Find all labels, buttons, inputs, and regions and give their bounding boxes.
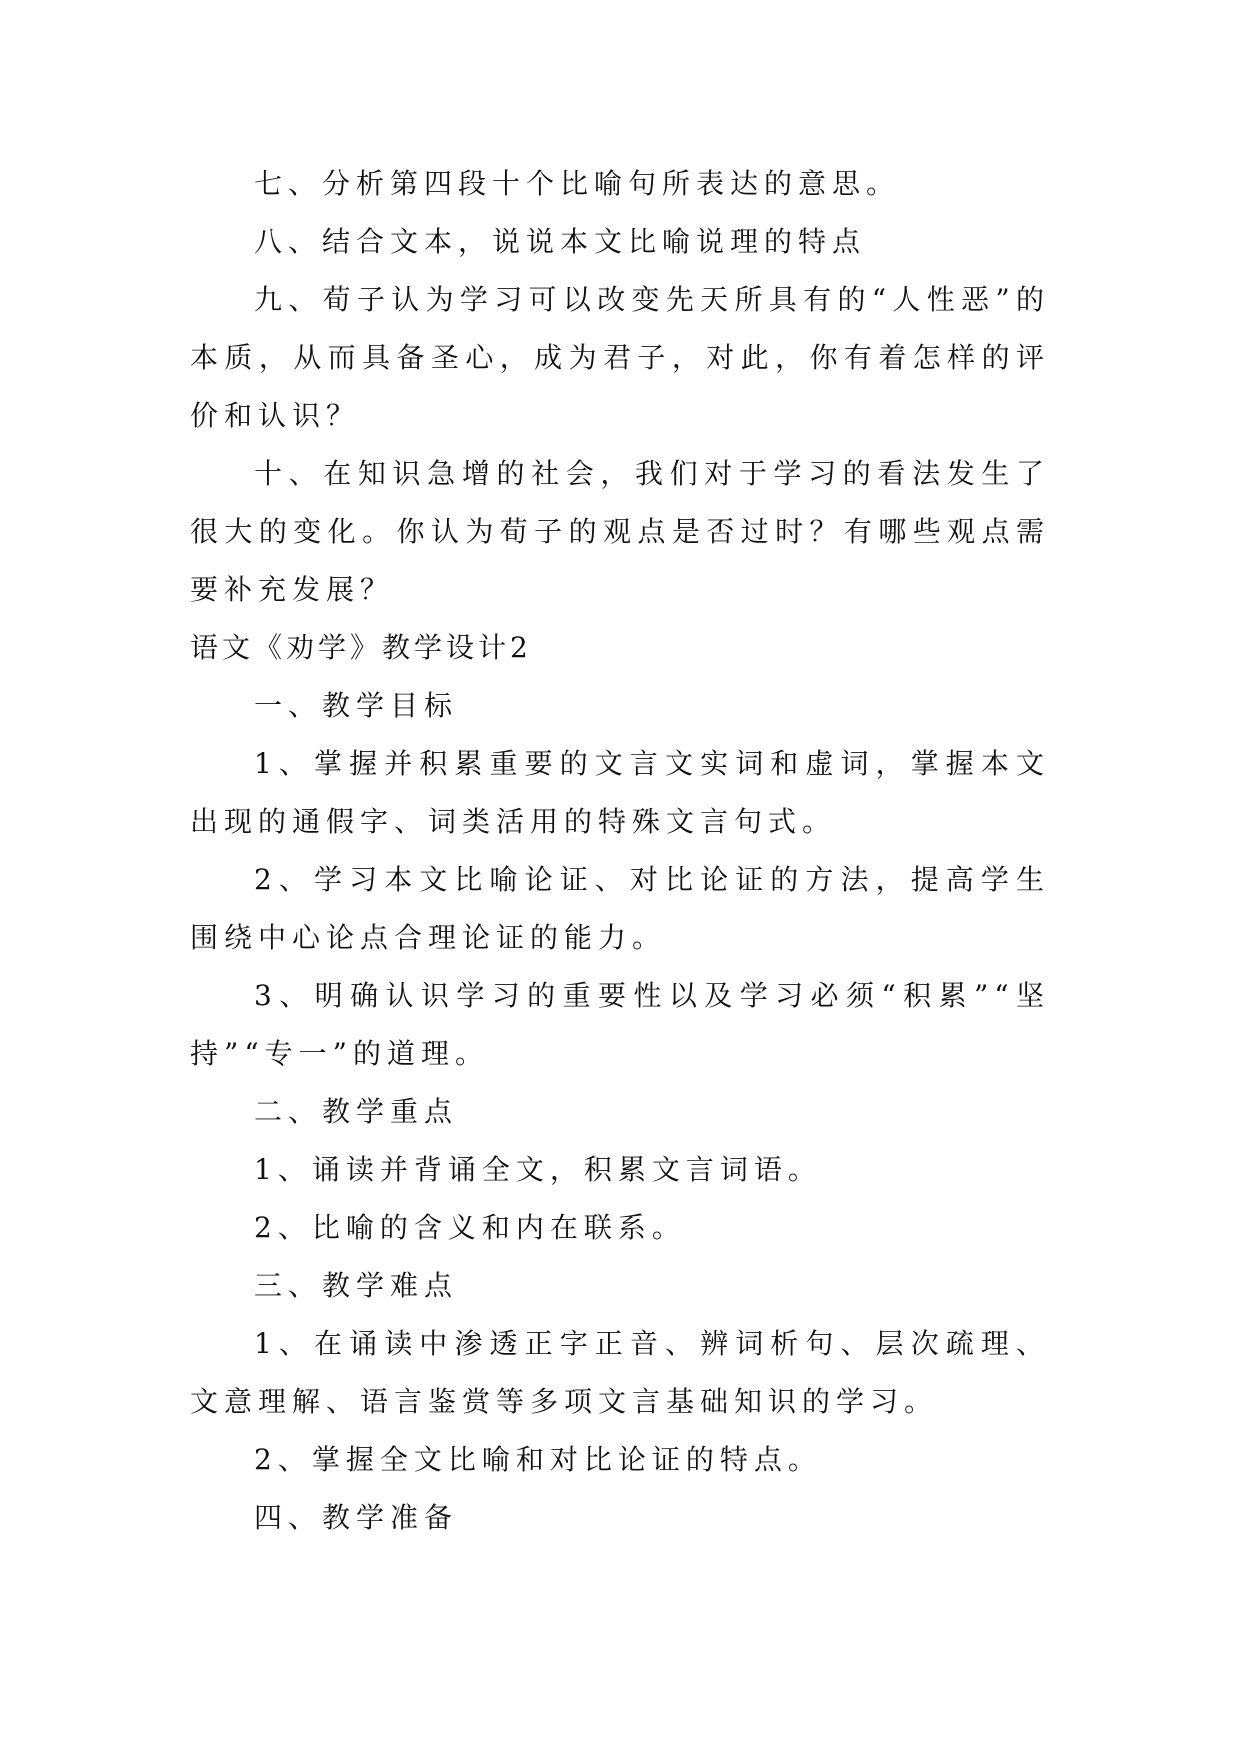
goal-item-3: 3、明确认识学习的重要性以及学习必须“积累”“坚持”“专一”的道理。 [190,979,1050,1070]
focus-item-1: 1、诵读并背诵全文，积累文言词语。 [254,1153,822,1186]
heading-teaching-goals: 一、教学目标 [254,689,459,722]
heading-teaching-focus: 二、教学重点 [254,1095,459,1128]
paragraph-question-7: 七、分析第四段十个比喻句所表达的意思。 [254,167,901,200]
focus-item-2: 2、比喻的含义和内在联系。 [254,1211,686,1244]
paragraph-question-10: 十、在知识急增的社会，我们对于学习的看法发生了很大的变化。你认为荀子的观点是否过时？有哪些观点需要补充发展？ [190,457,1050,606]
goal-item-2: 2、学习本文比喻论证、对比论证的方法，提高学生围绕中心论点合理论证的能力。 [190,863,1050,954]
paragraph-question-8: 八、结合文本，说说本文比喻说理的特点 [254,225,867,258]
paragraph-question-9: 九、荀子认为学习可以改变先天所具有的“人性恶”的本质，从而具备圣心，成为君子，对此，你有着怎样的评价和认识？ [190,283,1050,432]
difficulty-item-1: 1、在诵读中渗透正字正音、辨词析句、层次疏理、文意理解、语言鉴赏等多项文言基础知识的学习。 [190,1327,1050,1418]
document-section-title: 语文《劝学》教学设计2 [190,631,532,664]
heading-teaching-difficulties: 三、教学难点 [254,1269,459,1302]
goal-item-1: 1、掌握并积累重要的文言文实词和虚词，掌握本文出现的通假字、词类活用的特殊文言句式。 [190,747,1050,838]
difficulty-item-2: 2、掌握全文比喻和对比论证的特点。 [254,1443,822,1476]
heading-teaching-preparation: 四、教学准备 [254,1501,459,1534]
document-body [190,155,1050,1547]
